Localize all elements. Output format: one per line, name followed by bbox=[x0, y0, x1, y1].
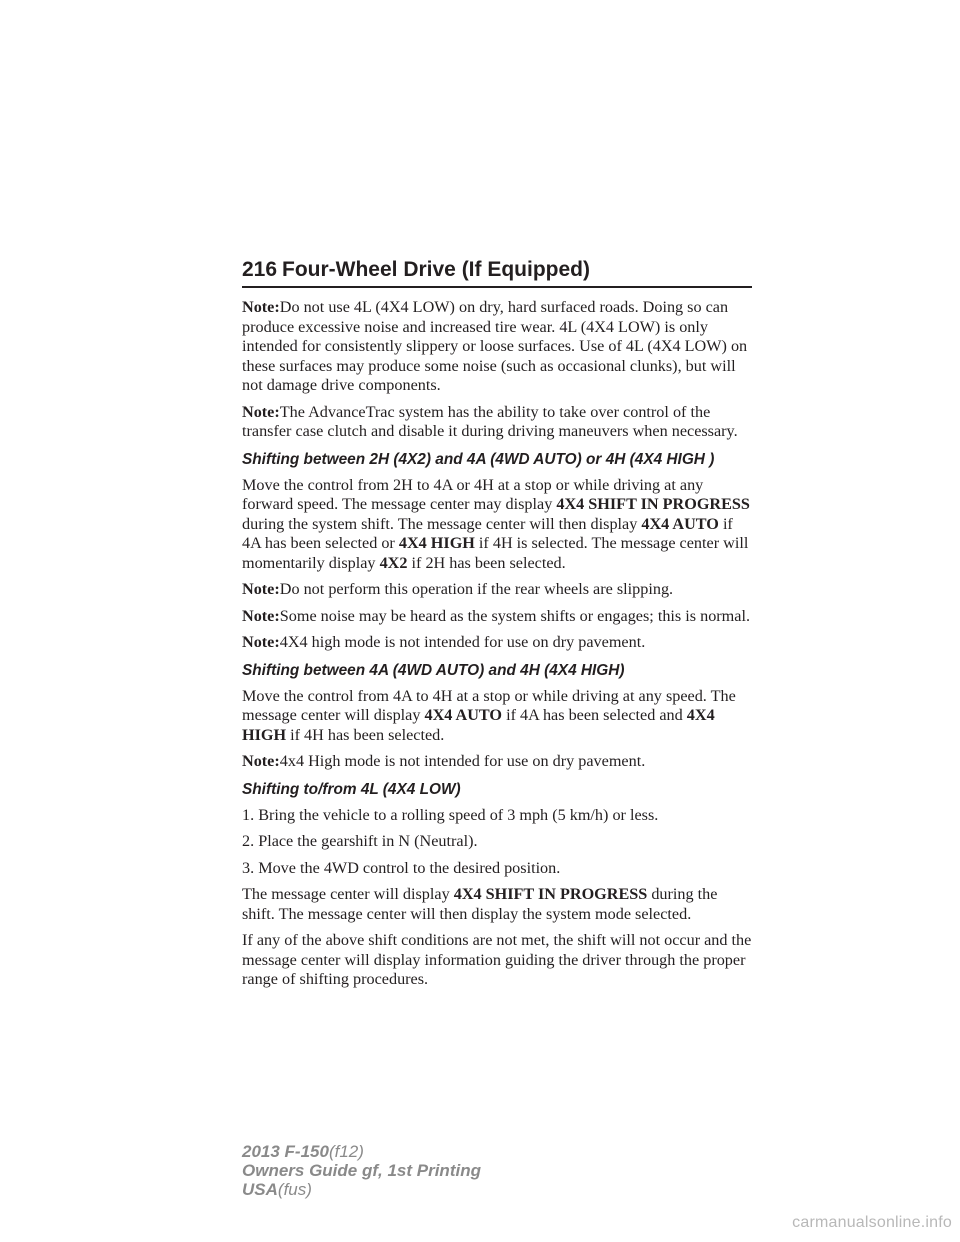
body-text: Move the control from 2H to 4A or 4H at a stop or while driving at any forward speed. The message center may display bbox=[242, 475, 704, 513]
body-text: during the shift. The message center will then display the system mode selected. bbox=[242, 885, 718, 923]
header-rule bbox=[242, 286, 752, 288]
note-text: Do not perform this operation if the rear wheels are slipping. bbox=[279, 580, 674, 598]
display-message: 4X4 SHIFT IN PROGRESS bbox=[556, 495, 750, 513]
note-paragraph bbox=[242, 580, 752, 600]
note-text: 4x4 High mode is not intended for use on dry pavement. bbox=[279, 752, 646, 770]
note-label: Note: bbox=[242, 633, 280, 651]
note-label: Note: bbox=[242, 606, 280, 625]
body-paragraph bbox=[242, 885, 752, 924]
display-message: 4X2 bbox=[379, 553, 408, 572]
note-paragraph bbox=[242, 752, 752, 772]
note-text: Some noise may be heard as the system shifts or engages; this is normal. bbox=[279, 606, 751, 625]
note-label: Note: bbox=[242, 752, 280, 770]
note-paragraph bbox=[242, 298, 752, 396]
footer-line: Owners Guide gf, 1st Printing bbox=[242, 1161, 481, 1180]
note-paragraph bbox=[242, 607, 752, 627]
page-number: 216 bbox=[242, 258, 278, 281]
note-label: Note: bbox=[242, 298, 280, 316]
footer-code: (f12) bbox=[328, 1142, 364, 1161]
footer-model: 2013 F-150 bbox=[242, 1142, 329, 1161]
body-text: if 4A has been selected and bbox=[502, 706, 687, 724]
footer-market: USA bbox=[242, 1180, 278, 1199]
note-text: 4X4 high mode is not intended for use on dry pavement. bbox=[279, 633, 646, 651]
footer-line bbox=[242, 1180, 481, 1199]
display-message: 4X4 SHIFT IN PROGRESS bbox=[453, 885, 648, 903]
watermark: carmanualsonline.info bbox=[792, 1214, 952, 1231]
chapter-title: Four-Wheel Drive (If Equipped) bbox=[282, 258, 590, 281]
note-text: Do not use 4L (4X4 LOW) on dry, hard surfaced roads. Doing so can produce excessive noise and increased tire wear. 4L (4X4 LOW) is only intended for consistently slippery or loose surfaces. Use of 4L (4X4 LOW) on these surfaces may produce some noise (such as occasional clunks), but will not damage drive components. bbox=[242, 298, 748, 394]
section-heading: Shifting between 4A (4WD AUTO) and 4H (4X4 HIGH) bbox=[242, 661, 625, 679]
body-text: if 4H has been selected. bbox=[286, 725, 445, 744]
body-text: Move the control from 4A to 4H at a stop or while driving at any speed. The message center will display bbox=[242, 686, 736, 724]
body-text: during the system shift. The message center will then display bbox=[242, 514, 642, 533]
note-label: Note: bbox=[242, 402, 280, 421]
body-paragraph: If any of the above shift conditions are not met, the shift will not occur and the message center will display information guiding the driver through the proper range of shifting procedures. bbox=[242, 931, 752, 988]
page-content bbox=[242, 298, 752, 997]
display-message: 4X4 HIGH bbox=[242, 706, 715, 744]
footer-code: (fus) bbox=[277, 1180, 312, 1199]
note-paragraph bbox=[242, 403, 752, 442]
display-message: 4X4 AUTO bbox=[641, 514, 719, 533]
body-text: The message center will display bbox=[242, 885, 454, 903]
note-text: The AdvanceTrac system has the ability to take over control of the transfer case clutch and disable it during driving maneuvers when necessary. bbox=[242, 402, 738, 440]
body-paragraph bbox=[242, 687, 752, 746]
page-header bbox=[242, 258, 752, 298]
step-item: 3. Move the 4WD control to the desired position. bbox=[242, 858, 561, 877]
page-footer bbox=[242, 1142, 481, 1199]
display-message: 4X4 AUTO bbox=[424, 706, 503, 724]
body-text: if 2H has been selected. bbox=[407, 553, 566, 572]
section-heading: Shifting to/from 4L (4X4 LOW) bbox=[242, 780, 461, 798]
step-item: 1. Bring the vehicle to a rolling speed of 3 mph (5 km/h) or less. bbox=[242, 805, 659, 824]
footer-line bbox=[242, 1142, 481, 1161]
body-paragraph bbox=[242, 476, 752, 574]
note-label: Note: bbox=[242, 580, 280, 598]
section-heading: Shifting between 2H (4X2) and 4A (4WD AUTO) or 4H (4X4 HIGH ) bbox=[242, 450, 715, 468]
body-text: if 4A has been selected or bbox=[242, 514, 733, 552]
step-item: 2. Place the gearshift in N (Neutral). bbox=[242, 832, 478, 850]
body-text: if 4H is selected. The message center will momentarily display bbox=[242, 534, 749, 572]
note-paragraph bbox=[242, 633, 752, 653]
display-message: 4X4 HIGH bbox=[398, 534, 475, 552]
